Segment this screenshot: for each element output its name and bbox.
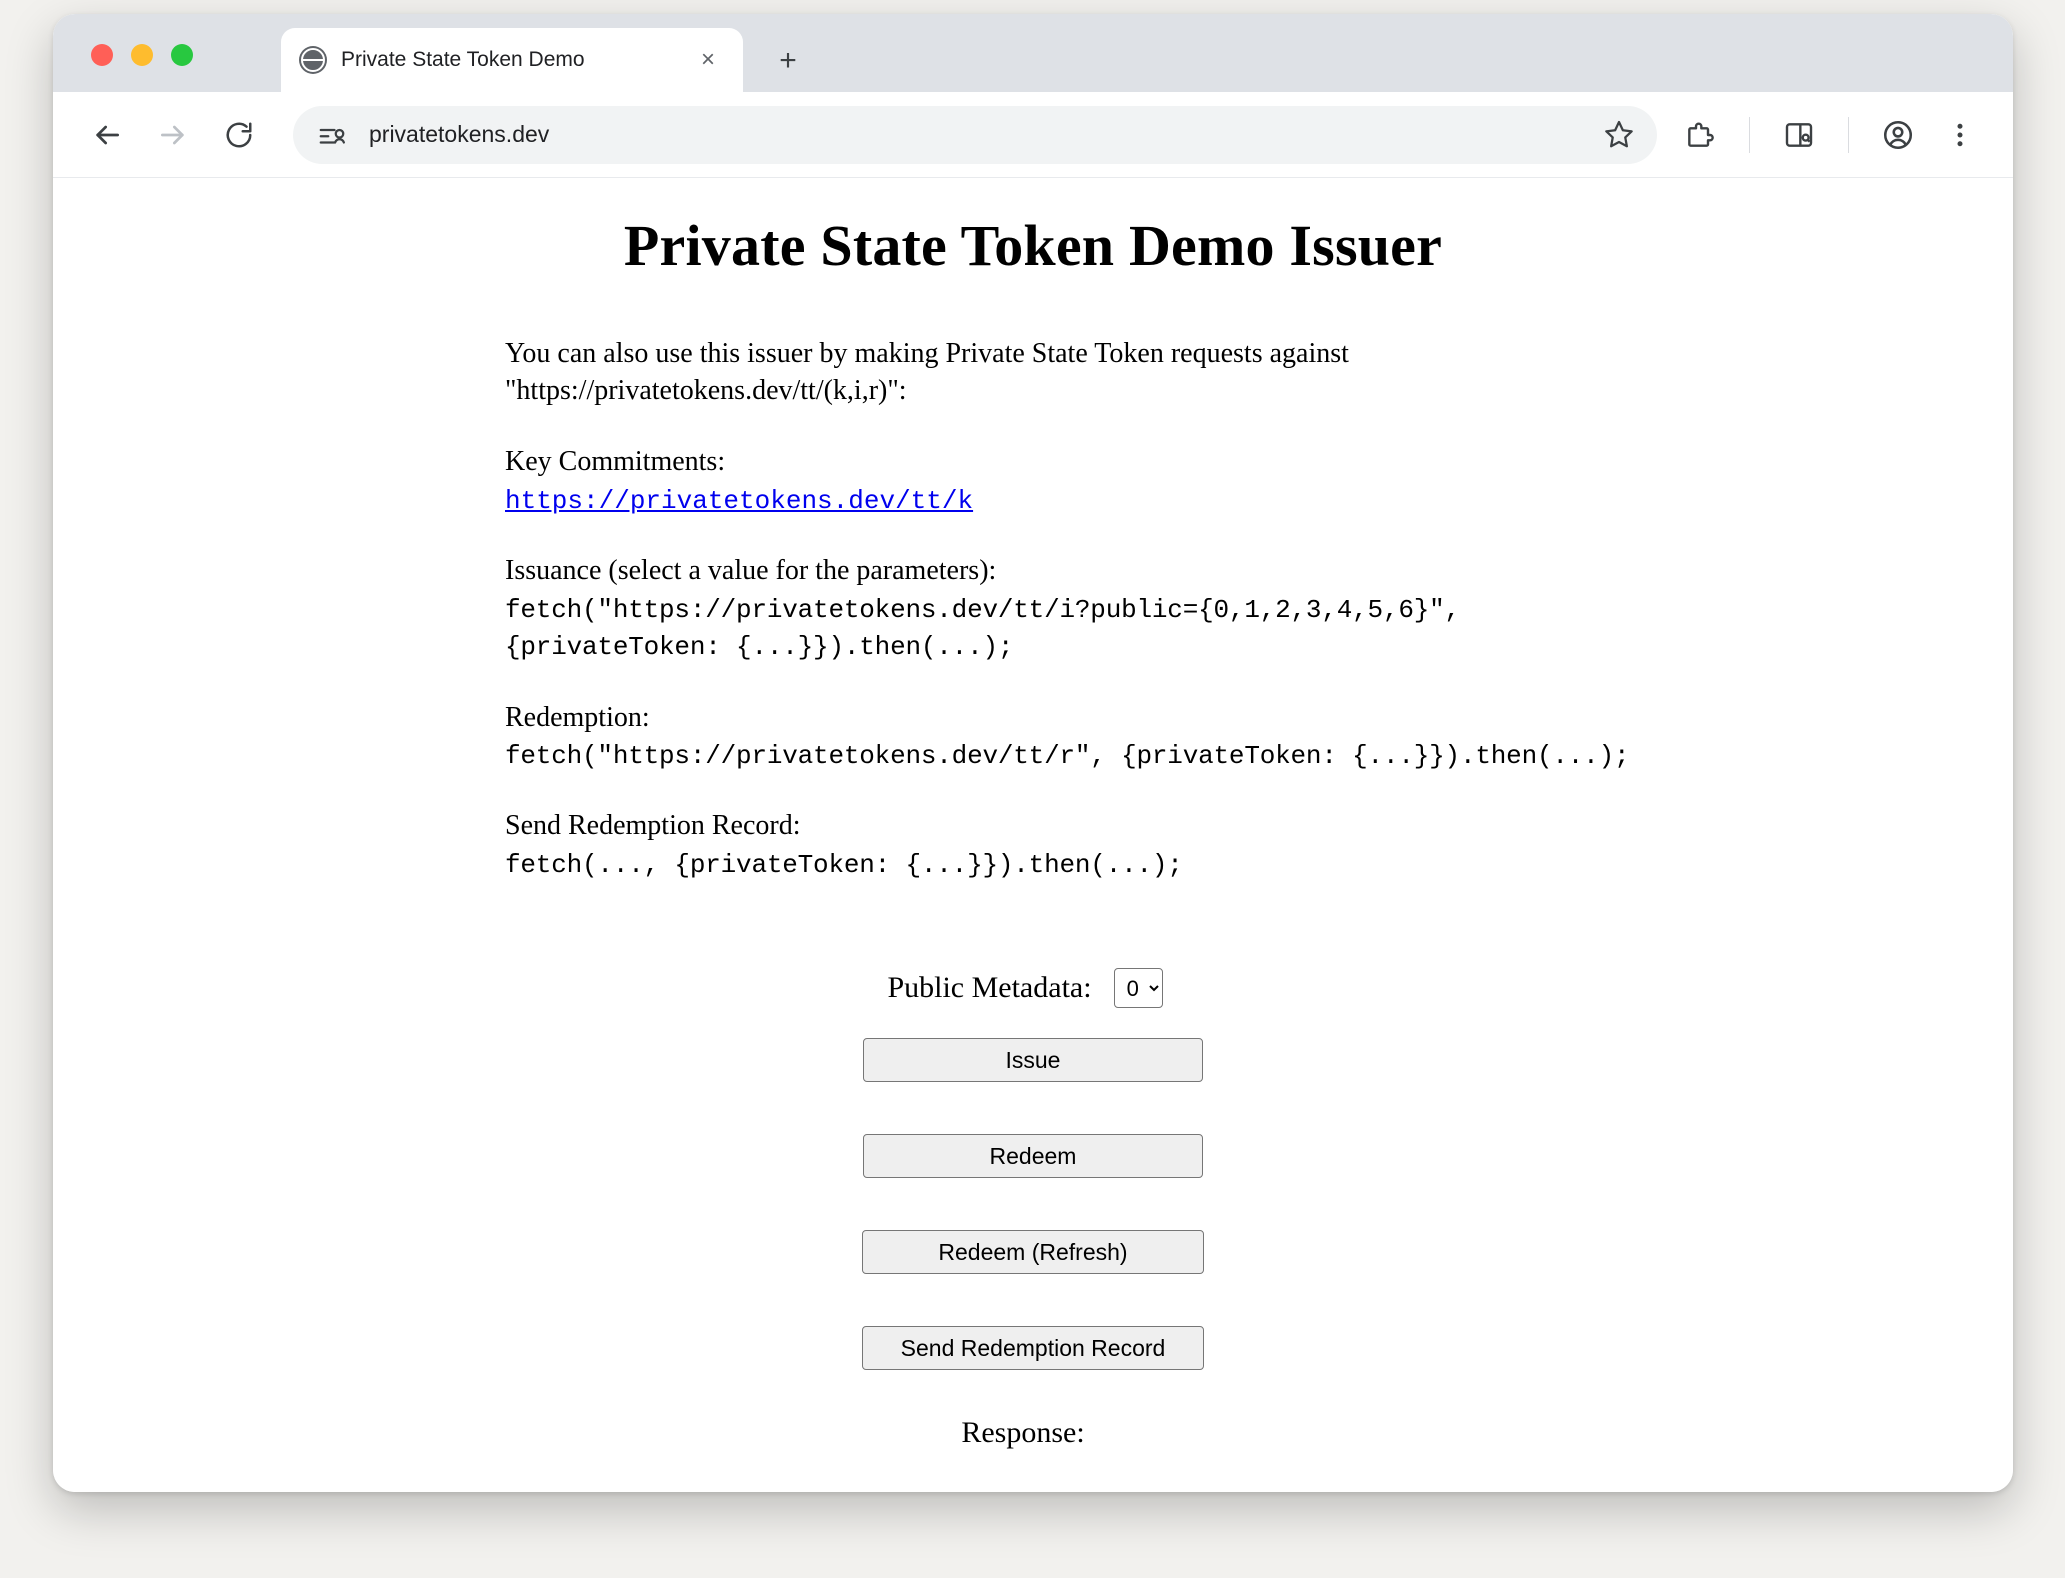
maximize-window-button[interactable] (171, 44, 193, 66)
key-commitments-label: Key Commitments: (505, 446, 726, 478)
issue-button[interactable]: Issue (863, 1038, 1203, 1082)
public-metadata-select[interactable] (1114, 968, 1163, 1008)
issuance-code-line-2: {privateToken: {...}}).then(...); (505, 632, 1014, 663)
token-controls (53, 968, 2013, 1450)
send-record-code: fetch(..., {privateToken: {...}}).then(...); (505, 849, 1183, 880)
url-text[interactable]: privatetokens.dev (369, 121, 550, 147)
globe-favicon-icon (299, 46, 327, 74)
toolbar-divider (1749, 117, 1750, 153)
page-content (53, 178, 2013, 1492)
browser-window (53, 14, 2013, 1492)
intro-paragraph (505, 335, 1765, 409)
public-metadata-label: Public Metadata: (887, 971, 1092, 1005)
profile-icon[interactable] (1871, 108, 1925, 162)
issuance-code-line-1: fetch("https://privatetokens.dev/tt/i?public={0,1,2,3,4,5,6}", (505, 594, 1460, 625)
public-metadata-row (887, 968, 1162, 1008)
toolbar-icon-group (1673, 108, 1987, 162)
key-commitments-section (505, 443, 1765, 518)
address-bar[interactable] (293, 106, 1657, 164)
redeem-refresh-button[interactable]: Redeem (Refresh) (862, 1230, 1204, 1274)
page-title: Private State Token Demo Issuer (623, 213, 1443, 278)
redemption-section (505, 699, 1765, 774)
send-record-label: Send Redemption Record: (505, 810, 801, 842)
forward-arrow-icon[interactable] (145, 107, 201, 163)
minimize-window-button[interactable] (131, 44, 153, 66)
close-window-button[interactable] (91, 44, 113, 66)
bookmark-star-icon[interactable] (1603, 118, 1637, 152)
send-redemption-record-button[interactable]: Send Redemption Record (862, 1326, 1204, 1370)
issuer-instructions (505, 335, 1765, 882)
new-tab-button[interactable]: + (779, 44, 797, 77)
send-redemption-record-section (505, 807, 1765, 882)
more-menu-icon[interactable] (1933, 108, 1987, 162)
window-controls (91, 44, 193, 66)
key-commitments-link[interactable]: https://privatetokens.dev/tt/k (505, 485, 974, 516)
reload-icon[interactable] (211, 107, 267, 163)
redemption-code: fetch("https://privatetokens.dev/tt/r", {privateToken: {...}}).then(...); (505, 740, 1630, 771)
extensions-icon[interactable] (1673, 108, 1727, 162)
response-label: Response: (961, 1416, 1085, 1450)
issuance-section (505, 552, 1765, 664)
intro-line-2: "https://privatetokens.dev/tt/(k,i,r)": (505, 375, 907, 407)
browser-toolbar (53, 92, 2013, 178)
intro-line-1: You can also use this issuer by making Private State Token requests against (505, 338, 1349, 369)
split-screen-icon[interactable] (1772, 108, 1826, 162)
redeem-button[interactable]: Redeem (863, 1134, 1203, 1178)
issuance-label: Issuance (select a value for the parameters): (505, 555, 997, 587)
back-arrow-icon[interactable] (79, 107, 135, 163)
site-info-icon[interactable] (317, 120, 347, 150)
browser-tab[interactable] (281, 28, 743, 92)
toolbar-divider-2 (1848, 117, 1849, 153)
close-tab-icon[interactable]: × (700, 46, 715, 73)
redemption-label: Redemption: (505, 701, 650, 733)
tab-title: Private State Token Demo (341, 48, 585, 71)
tab-strip (53, 14, 2013, 92)
